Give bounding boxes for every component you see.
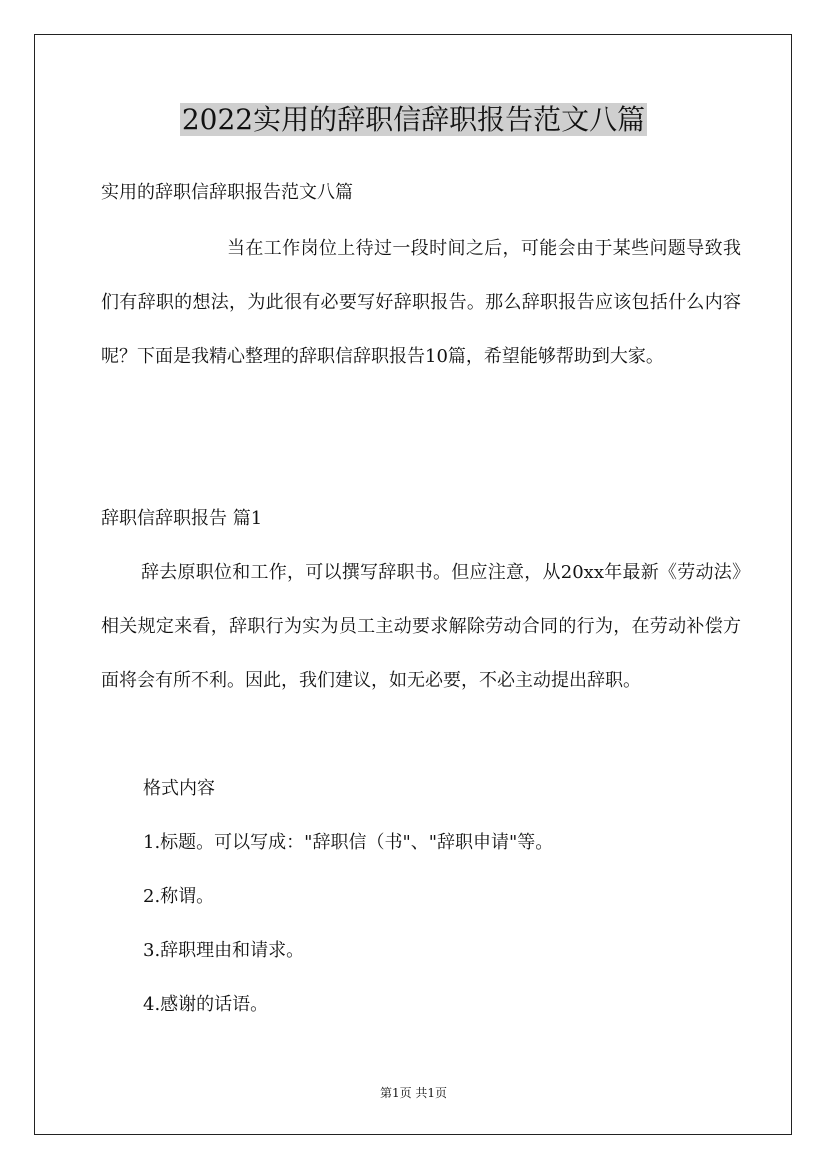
- document-title: [0, 98, 827, 142]
- list-item: 4.感谢的话语。: [143, 994, 269, 1015]
- section-paragraph: 辞去原职位和工作，可以撰写辞职书。但应注意，从20xx年最新《劳动法》相关规定来看，辞职行为实为员工主动要求解除劳动合同的行为，在劳动补偿方面将会有所不利。因此，我们建议，如无必要，不必主动提出辞职。: [101, 562, 741, 691]
- format-heading: 格式内容: [143, 778, 215, 799]
- intro-paragraph: 当在工作岗位上待过一段时间之后，可能会由于某些问题导致我们有辞职的想法，为此很有必要写好辞职报告。那么辞职报告应该包括什么内容呢？下面是我精心整理的辞职信辞职报告10篇，希望能够帮助到大家。: [101, 238, 741, 367]
- page-footer: 第1页 共1页: [379, 1086, 448, 1100]
- document-subtitle: 实用的辞职信辞职报告范文八篇: [101, 182, 353, 203]
- section-heading: 辞职信辞职报告 篇1: [101, 508, 263, 529]
- document-title-text: 2022实用的辞职信辞职报告范文八篇: [181, 103, 646, 136]
- list-item: 1.标题。可以写成："辞职信（书"、"辞职申请"等。: [143, 832, 554, 853]
- list-item: 3.辞职理由和请求。: [143, 940, 305, 961]
- list-item: 2.称谓。: [143, 886, 215, 907]
